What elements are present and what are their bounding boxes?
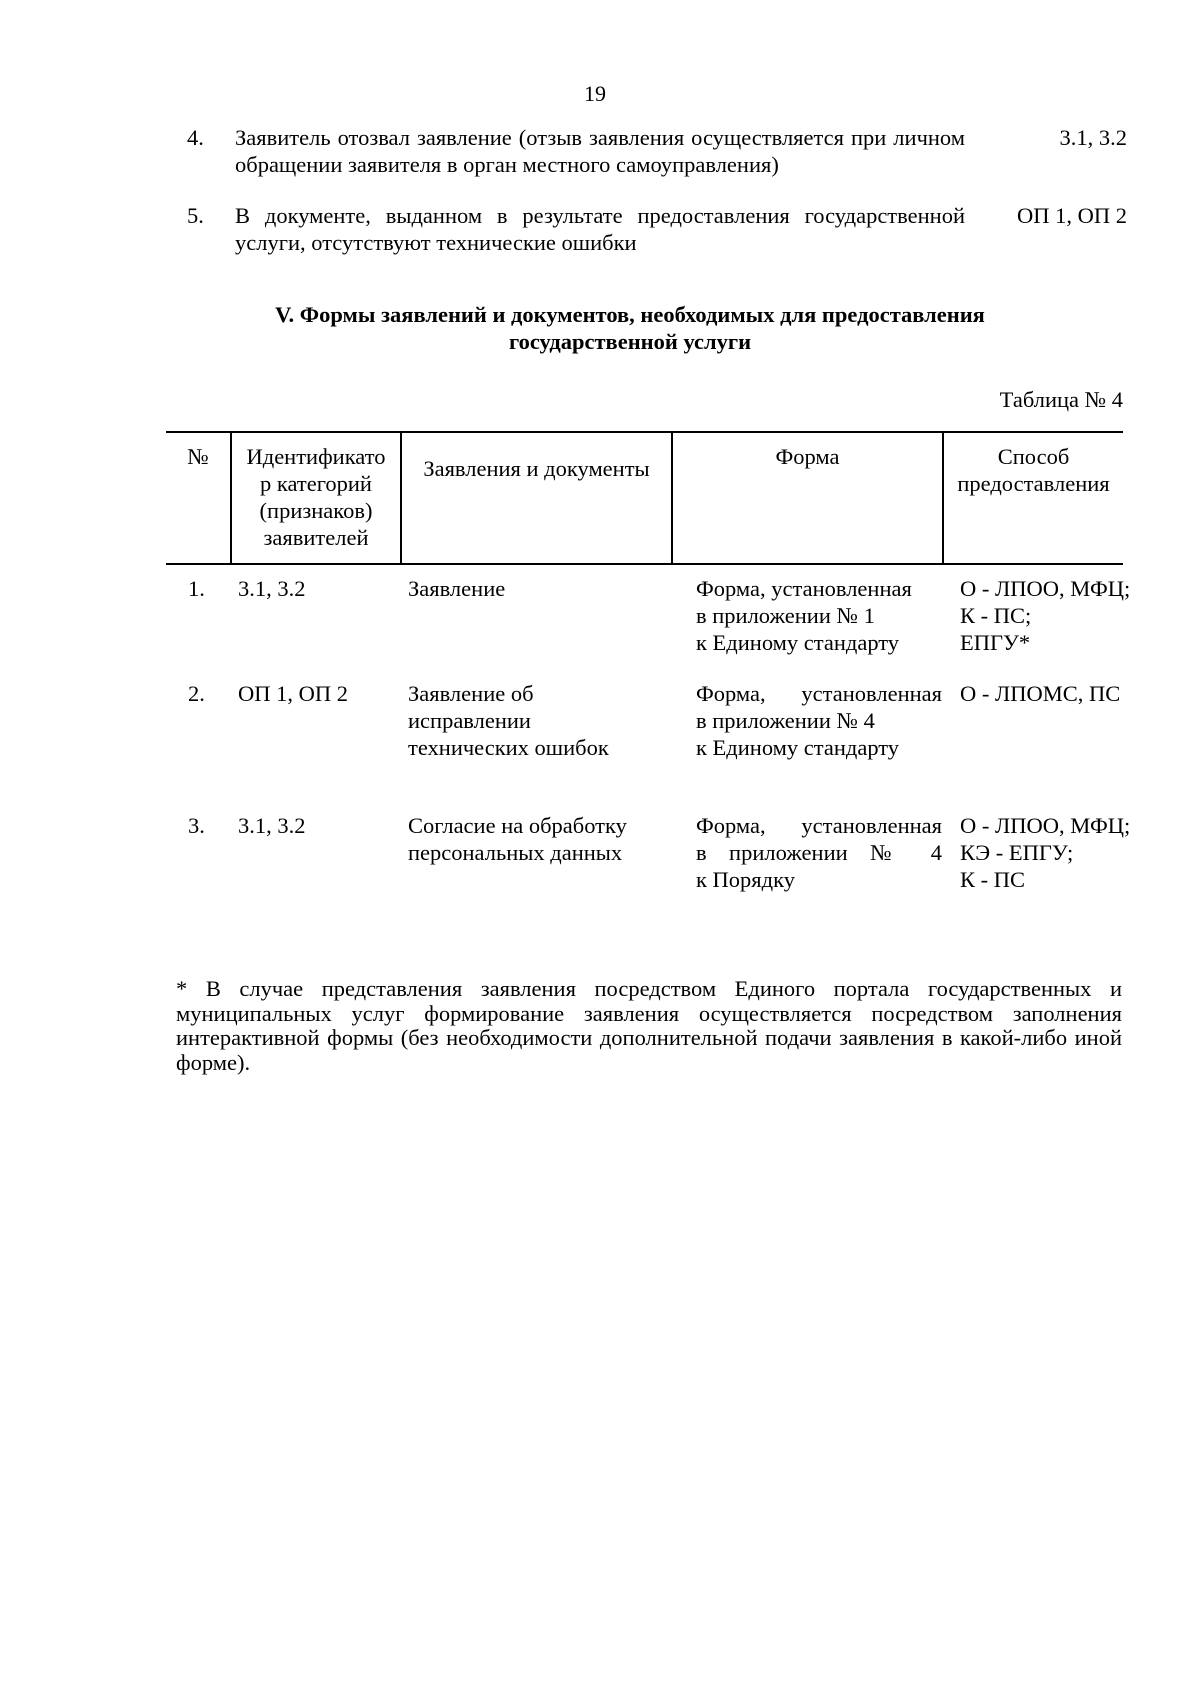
row-method: [960, 812, 1130, 893]
cell-line: О - ЛПОМС, ПС: [960, 681, 1121, 706]
footnote: * В случае представления заявления посредством Единого портала государственных и муниципальных услуг формирование заявления осуществляется посредством заполнения интерактивной формы (без необходимости дополнительной подачи заявления в какой-либо иной форме).: [176, 976, 1122, 1075]
row-identifier: ОП 1, ОП 2: [238, 681, 348, 706]
header-line: заявителей: [263, 525, 369, 550]
row-documents: [408, 680, 609, 761]
cell-line: к Единому стандарту: [696, 735, 900, 760]
header-line: Идентификато: [246, 444, 386, 469]
header-identifier: [232, 443, 400, 551]
row-method: [960, 575, 1130, 656]
row-method: [960, 680, 1120, 707]
cell-line: Форма, установленная: [696, 813, 942, 838]
row-text: В документе, выданном в результате предоставления государственной услуги, отсутствуют технические ошибки: [235, 203, 965, 255]
row-number: 2.: [188, 681, 205, 706]
header-documents: Заявления и документы: [423, 456, 650, 481]
header-bottom-rule: [166, 563, 1123, 565]
cell-line: исправлении: [408, 708, 531, 733]
row-documents: [408, 812, 627, 866]
cell-line: в приложении № 4: [696, 840, 942, 865]
cell-line: О - ЛПОО, МФЦ;: [960, 813, 1131, 838]
cell-line: К - ПС;: [960, 603, 1032, 628]
page-number: 19: [584, 81, 606, 106]
row-form: [696, 680, 942, 761]
cell-line: к Единому стандарту: [696, 630, 900, 655]
cell-line: Форма, установленная: [696, 681, 942, 706]
table-top-rule: [166, 431, 1123, 433]
header-number: №: [187, 444, 209, 469]
cell-line: персональных данных: [408, 840, 623, 865]
row-number: 1.: [188, 576, 205, 601]
cell-line: К - ПС: [960, 867, 1026, 892]
row-identifiers: 3.1, 3.2: [1059, 125, 1127, 150]
row-form: [696, 812, 942, 893]
row-text: Заявитель отозвал заявление (отзыв заявления осуществляется при личном обращении заявителя в орган местного самоуправления): [235, 125, 965, 177]
cell-line: в приложении № 1: [696, 603, 875, 628]
header-form: Форма: [775, 444, 840, 469]
row-identifier: 3.1, 3.2: [238, 576, 306, 601]
cell-line: Согласие на обработку: [408, 813, 627, 838]
row-number: 4.: [187, 125, 204, 150]
header-line: предоставления: [957, 471, 1110, 496]
row-number: 5.: [187, 203, 204, 228]
header-line: (признаков): [259, 498, 373, 523]
cell-line: ЕПГУ*: [960, 630, 1031, 655]
row-documents: [408, 575, 505, 602]
row-identifiers: ОП 1, ОП 2: [1017, 203, 1127, 228]
column-divider: [400, 431, 402, 564]
section-title-line: государственной услуги: [508, 329, 752, 354]
row-number: 3.: [188, 813, 205, 838]
header-method: [944, 443, 1123, 497]
row-form: [696, 575, 942, 656]
table-label: Таблица № 4: [999, 387, 1123, 412]
cell-line: к Порядку: [696, 867, 795, 892]
header-line: р категорий: [260, 471, 372, 496]
header-line: Способ: [997, 444, 1070, 469]
cell-line: в приложении № 4: [696, 708, 875, 733]
cell-line: Заявление: [408, 576, 506, 601]
cell-line: КЭ - ЕПГУ;: [960, 840, 1074, 865]
cell-line: Форма, установленная: [696, 576, 912, 601]
cell-line: технических ошибок: [408, 735, 609, 760]
cell-line: Заявление об: [408, 681, 534, 706]
row-identifier: 3.1, 3.2: [238, 813, 306, 838]
cell-line: О - ЛПОО, МФЦ;: [960, 576, 1131, 601]
section-title: [200, 301, 1060, 355]
section-title-line: V. Формы заявлений и документов, необходимых для предоставления: [275, 302, 985, 327]
